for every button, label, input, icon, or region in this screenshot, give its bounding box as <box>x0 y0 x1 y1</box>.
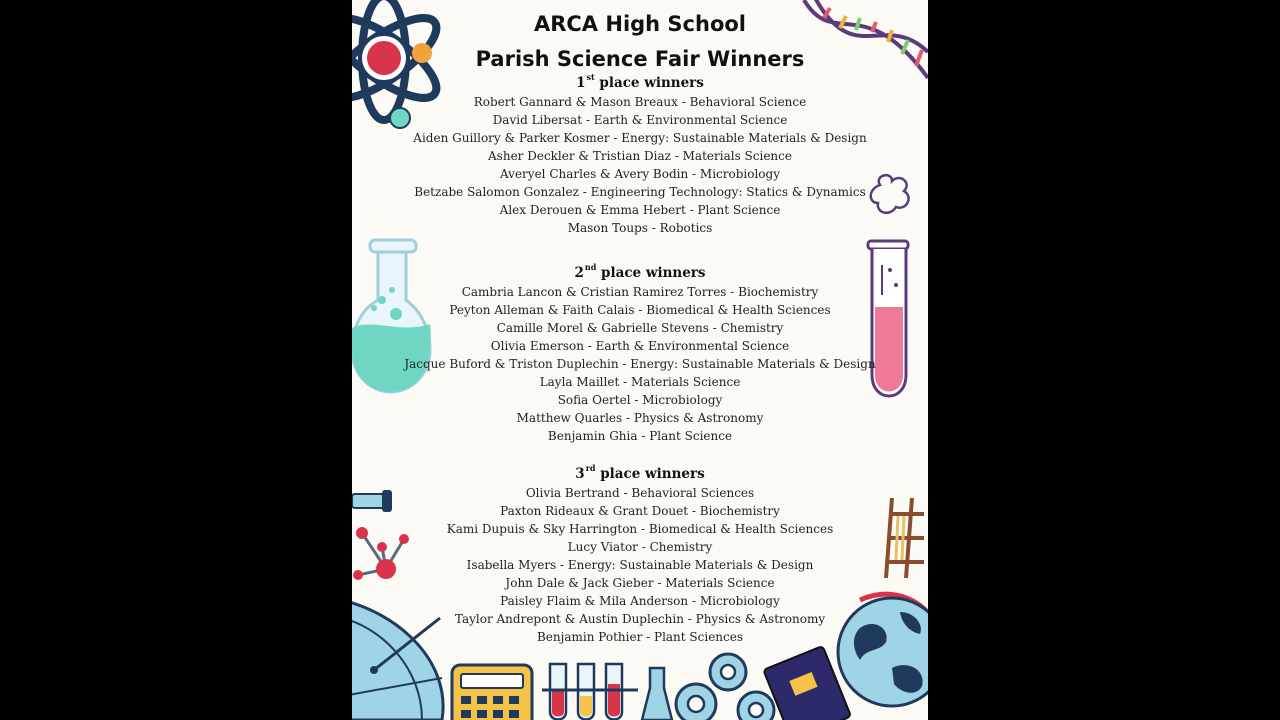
place-number: 1 <box>576 75 586 91</box>
winner-entry: Olivia Bertrand - Behavioral Sciences <box>525 486 755 500</box>
winner-entry: Betzabe Salomon Gonzalez - Engineering Technology: Statics & Dynamics <box>414 185 866 199</box>
winner-entry: Peyton Alleman & Faith Calais - Biomedical & Health Sciences <box>449 303 831 317</box>
winner-entry: Layla Maillet - Materials Science <box>539 375 741 389</box>
second-place-heading <box>352 262 928 281</box>
winner-entry: Matthew Quarles - Physics & Astronomy <box>516 411 764 425</box>
winner-entry: Paisley Flaim & Mila Anderson - Microbiology <box>500 594 780 608</box>
place-number: 3 <box>575 466 585 482</box>
winner-entry: Kami Dupuis & Sky Harrington - Biomedical & Health Sciences <box>446 522 834 536</box>
place-suffix: nd <box>584 262 597 272</box>
winner-entry: Paxton Rideaux & Grant Douet - Biochemistry <box>500 504 780 518</box>
winner-entry: Aiden Guillory & Parker Kosmer - Energy: Sustainable Materials & Design <box>413 131 867 145</box>
winner-entry: Lucy Viator - Chemistry <box>567 540 713 554</box>
place-suffix: st <box>586 72 595 82</box>
winner-entry: John Dale & Jack Gieber - Materials Science <box>505 576 775 590</box>
poster-title-line1: ARCA High School <box>533 12 747 36</box>
place-label: place winners <box>599 75 704 91</box>
winner-entry: Benjamin Pothier - Plant Sciences <box>536 630 744 644</box>
winner-entry: Camille Morel & Gabrielle Stevens - Chemistry <box>496 321 784 335</box>
test-tubes-rack-icon <box>542 660 638 720</box>
calculator-icon <box>449 662 535 720</box>
winner-entry: Olivia Emerson - Earth & Environmental Science <box>490 339 790 353</box>
winner-entry: Taylor Andrepont & Austin Duplechin - Physics & Astronomy <box>454 612 826 626</box>
beaker-icon <box>642 666 672 720</box>
winner-entry: Cambria Lancon & Cristian Ramirez Torres - Biochemistry <box>461 285 819 299</box>
winner-entry: David Libersat - Earth & Environmental Science <box>492 113 788 127</box>
place-label: place winners <box>601 265 706 281</box>
winner-entry: Sofia Oertel - Microbiology <box>557 393 723 407</box>
poster-title-line2: Parish Science Fair Winners <box>475 47 805 71</box>
winner-entry: Averyel Charles & Avery Bodin - Microbiology <box>500 167 780 181</box>
place-suffix: rd <box>585 463 596 473</box>
place-number: 2 <box>574 265 584 281</box>
winner-entry: Asher Deckler & Tristian Diaz - Materials Science <box>488 149 792 163</box>
science-fair-poster <box>352 0 928 720</box>
winner-entry: Isabella Myers - Energy: Sustainable Materials & Design <box>466 558 814 572</box>
winner-entry: Alex Derouen & Emma Hebert - Plant Science <box>499 203 781 217</box>
winner-entry: Jacque Buford & Triston Duplechin - Energy: Sustainable Materials & Design <box>404 357 876 371</box>
winner-entry: Mason Toups - Robotics <box>567 221 713 235</box>
third-place-heading <box>352 463 928 482</box>
first-place-heading <box>352 72 928 91</box>
place-label: place winners <box>600 466 705 482</box>
winner-entry: Robert Gannard & Mason Breaux - Behavioral Science <box>473 95 807 109</box>
winner-entry: Benjamin Ghia - Plant Science <box>547 429 733 443</box>
